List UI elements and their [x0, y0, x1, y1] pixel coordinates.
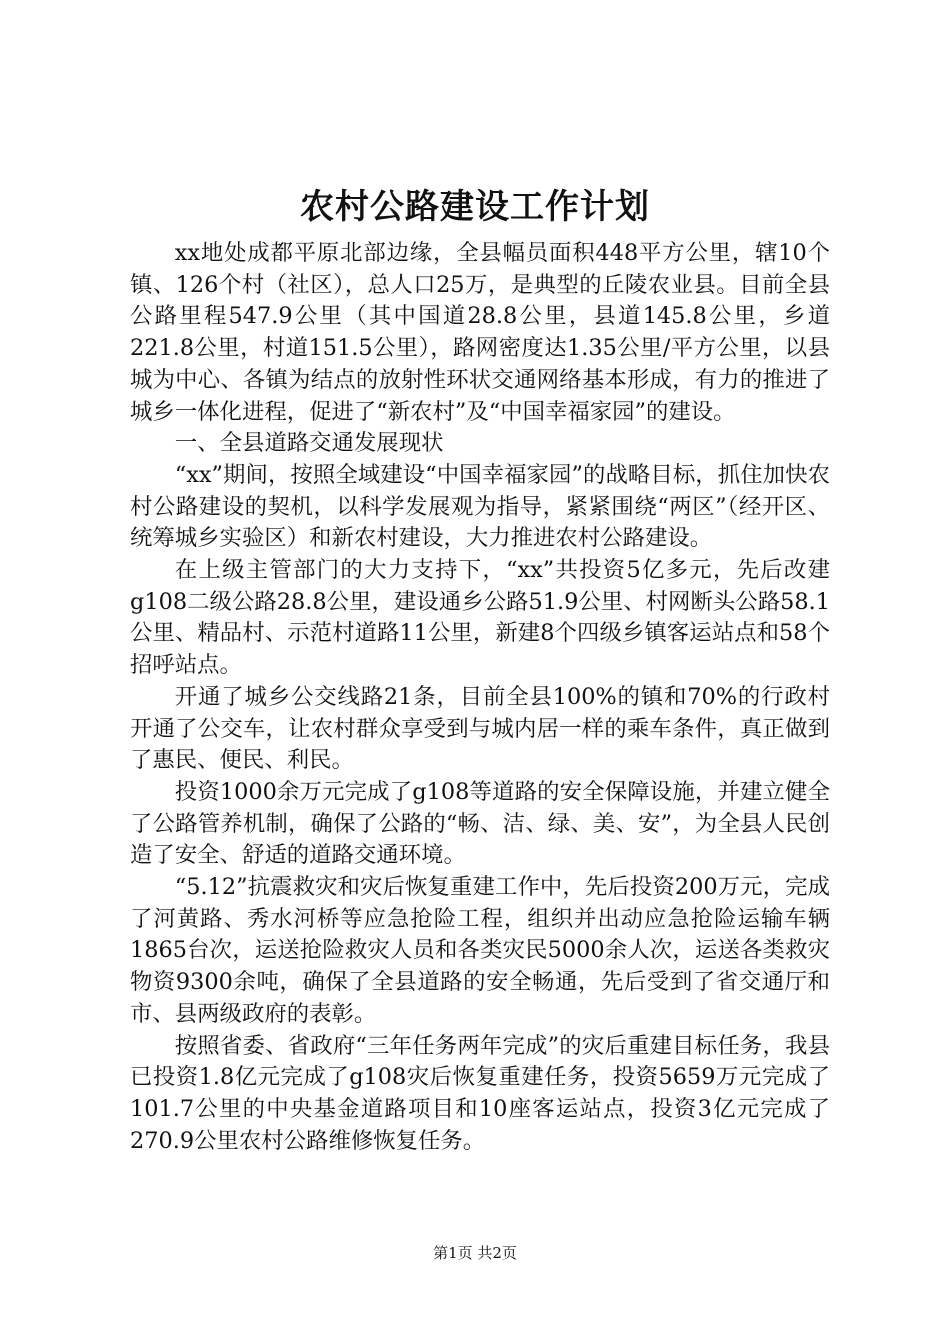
section-heading: 一、全县道路交通发展现状: [174, 430, 444, 457]
document-body: [130, 238, 830, 1157]
paragraph-reconstruction: 按照省委、省政府“三年任务两年完成”的灾后重建目标任务，我县已投资1.8亿元完成了g108灾后恢复重建任务，投资5659万元完成了101.7公里的中央基金道路项目和10座客运站点，投资3亿元完成了270.9公里农村公路维修恢复任务。: [130, 1032, 830, 1154]
paragraph-investment: 在上级主管部门的大力支持下，“xx”共投资5亿多元，先后改建g108二级公路28.8公里，建设通乡公路51.9公里、村网断头公路58.1公里、精品村、示范村道路11公里，新建8个四级乡镇客运站点和58个招呼站点。: [130, 557, 830, 679]
document-title: 农村公路建设工作计划: [300, 187, 650, 227]
paragraph-period: “xx”期间，按照全域建设“中国幸福家园”的战略目标，抓住加快农村公路建设的契机，以科学发展观为指导，紧紧围绕“两区”（经开区、统筹城乡实验区）和新农村建设，大力推进农村公路建设。: [130, 461, 830, 552]
page-number-footer: 第1页 共2页: [433, 1244, 517, 1262]
paragraph-safety: 投资1000余万元完成了g108等道路的安全保障设施，并建立健全了公路管养机制，确保了公路的“畅、洁、绿、美、安”，为全县人民创造了安全、舒适的道路交通环境。: [130, 778, 830, 869]
paragraph-bus-lines: 开通了城乡公交线路21条，目前全县100%的镇和70%的行政村开通了公交车，让农村群众享受到与城内居一样的乘车条件，真正做到了惠民、便民、利民。: [130, 683, 830, 774]
paragraph-overview: xx地处成都平原北部边缘，全县幅员面积448平方公里，辖10个镇、126个村（社区），总人口25万，是典型的丘陵农业县。目前全县公路里程547.9公里（其中国道28.8公里，县道145.8公里，乡道221.8公里，村道151.5公里），路网密度达1.35公里/平方公里，以县城为中心、各镇为结点的放射性环状交通网络基本形成，有力的推进了城乡一体化进程，促进了“新农村”及“中国幸福家园”的建设。: [130, 240, 830, 425]
paragraph-earthquake: “5.12”抗震救灾和灾后恢复重建工作中，先后投资200万元，完成了河黄路、秀水河桥等应急抢险工程，组织并出动应急抢险运输车辆1865台次，运送抢险救灾人员和各类灾民5000余人次，运送各类救灾物资9300余吨，确保了全县道路的安全畅通，先后受到了省交通厅和市、县两级政府的表彰。: [130, 874, 830, 1027]
